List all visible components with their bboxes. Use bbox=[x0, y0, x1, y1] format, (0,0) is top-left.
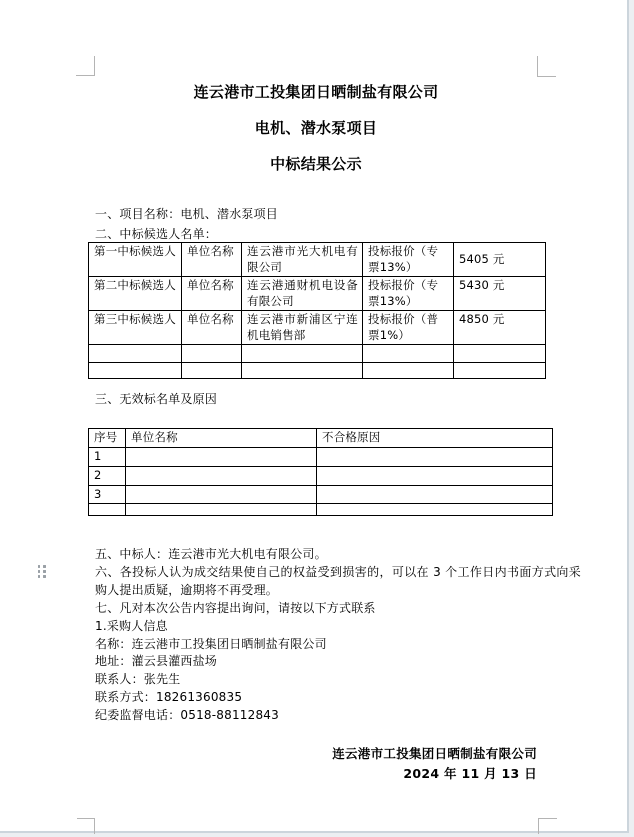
table-cell: 2 bbox=[89, 467, 126, 486]
table-cell: 投标报价（普票1%） bbox=[363, 311, 454, 345]
table-cell: 第三中标候选人 bbox=[89, 311, 182, 345]
paragraph-drag-handle-icon[interactable] bbox=[36, 564, 47, 579]
doc-title-project: 电机、潜水泵项目 bbox=[254, 119, 378, 137]
table-cell: 连云港市新浦区宁连机电销售部 bbox=[242, 311, 363, 345]
signature-block bbox=[95, 744, 537, 783]
signature-company: 连云港市工投集团日晒制盐有限公司 bbox=[332, 746, 537, 761]
paragraph-purchaser-name: 名称：连云港市工投集团日晒制盐有限公司 bbox=[95, 636, 327, 651]
table-header-cell: 序号 bbox=[89, 429, 126, 448]
table-cell: 第一中标候选人 bbox=[89, 243, 182, 277]
table-cell: 3 bbox=[89, 485, 126, 504]
paragraph-purchaser-info: 1.采购人信息 bbox=[95, 618, 168, 633]
table-cell bbox=[182, 363, 242, 379]
table-cell: 连云港通财机电设备有限公司 bbox=[242, 277, 363, 311]
table-cell bbox=[317, 467, 553, 486]
table-cell bbox=[89, 363, 182, 379]
table-cell bbox=[454, 363, 546, 379]
table-row bbox=[89, 277, 546, 311]
table-row bbox=[89, 485, 553, 504]
body-paragraphs bbox=[95, 546, 581, 725]
table-cell: 连云港市光大机电有限公司 bbox=[242, 243, 363, 277]
paragraph-supervision-phone: 纪委监督电话：0518-88112843 bbox=[95, 708, 279, 723]
paragraph-address: 地址：灌云县灌西盐场 bbox=[95, 654, 218, 669]
table-cell bbox=[182, 345, 242, 363]
table-cell bbox=[242, 345, 363, 363]
table-row bbox=[89, 448, 553, 467]
table-cell bbox=[317, 448, 553, 467]
table-row bbox=[89, 345, 546, 363]
paragraph-contact-person: 联系人：张先生 bbox=[95, 672, 181, 687]
table-header-cell: 不合格原因 bbox=[317, 429, 553, 448]
paragraph-contact-phone: 联系方式：18261360835 bbox=[95, 690, 243, 705]
table-cell: 单位名称 bbox=[182, 311, 242, 345]
table-cell bbox=[89, 504, 126, 516]
section-candidates-heading: 二、中标候选人名单： bbox=[95, 227, 218, 241]
invalid-bids-table bbox=[88, 428, 553, 516]
candidates-table bbox=[88, 242, 546, 379]
table-cell bbox=[126, 504, 317, 516]
table-cell: 1 bbox=[89, 448, 126, 467]
table-cell: 5405 元 bbox=[454, 243, 546, 277]
table-cell: 第二中标候选人 bbox=[89, 277, 182, 311]
table-row bbox=[89, 243, 546, 277]
table-cell bbox=[89, 345, 182, 363]
crop-mark-top-right bbox=[537, 56, 556, 77]
section-project-name: 一、项目名称：电机、潜水泵项目 bbox=[95, 207, 279, 221]
table-row bbox=[89, 311, 546, 345]
table-header-cell: 单位名称 bbox=[126, 429, 317, 448]
paragraph-objection: 六、各投标人认为成交结果使自己的权益受到损害的，可以在 3 个工作日内书面方式向采购人提出质疑，逾期将不再受理。 bbox=[95, 564, 581, 597]
table-cell: 投标报价（专票13%） bbox=[363, 243, 454, 277]
table-cell: 5430 元 bbox=[454, 277, 546, 311]
table-cell bbox=[126, 448, 317, 467]
paragraph-winner: 五、中标人：连云港市光大机电有限公司。 bbox=[95, 547, 327, 561]
table-cell bbox=[363, 363, 454, 379]
doc-title-announcement: 中标结果公示 bbox=[270, 155, 362, 173]
table-cell bbox=[242, 363, 363, 379]
paragraph-contact-heading: 七、凡对本次公告内容提出询问，请按以下方式联系 bbox=[95, 600, 376, 615]
table-cell bbox=[363, 345, 454, 363]
doc-title-company: 连云港市工投集团日晒制盐有限公司 bbox=[193, 83, 439, 101]
table-cell: 单位名称 bbox=[182, 277, 242, 311]
table-row bbox=[89, 363, 546, 379]
table-cell: 单位名称 bbox=[182, 243, 242, 277]
crop-mark-bottom-right bbox=[538, 818, 557, 834]
table-header-row bbox=[89, 429, 553, 448]
table-row bbox=[89, 504, 553, 516]
table-cell bbox=[317, 504, 553, 516]
table-cell: 投标报价（专票13%） bbox=[363, 277, 454, 311]
table-cell bbox=[126, 485, 317, 504]
table-cell bbox=[317, 485, 553, 504]
crop-mark-top-left bbox=[76, 56, 95, 76]
section-invalid-heading: 三、无效标名单及原因 bbox=[95, 392, 218, 406]
signature-date: 2024 年 11 月 13 日 bbox=[403, 765, 537, 781]
table-cell bbox=[454, 345, 546, 363]
table-cell bbox=[126, 467, 317, 486]
table-cell: 4850 元 bbox=[454, 311, 546, 345]
table-row bbox=[89, 467, 553, 486]
crop-mark-bottom-left bbox=[77, 818, 95, 834]
